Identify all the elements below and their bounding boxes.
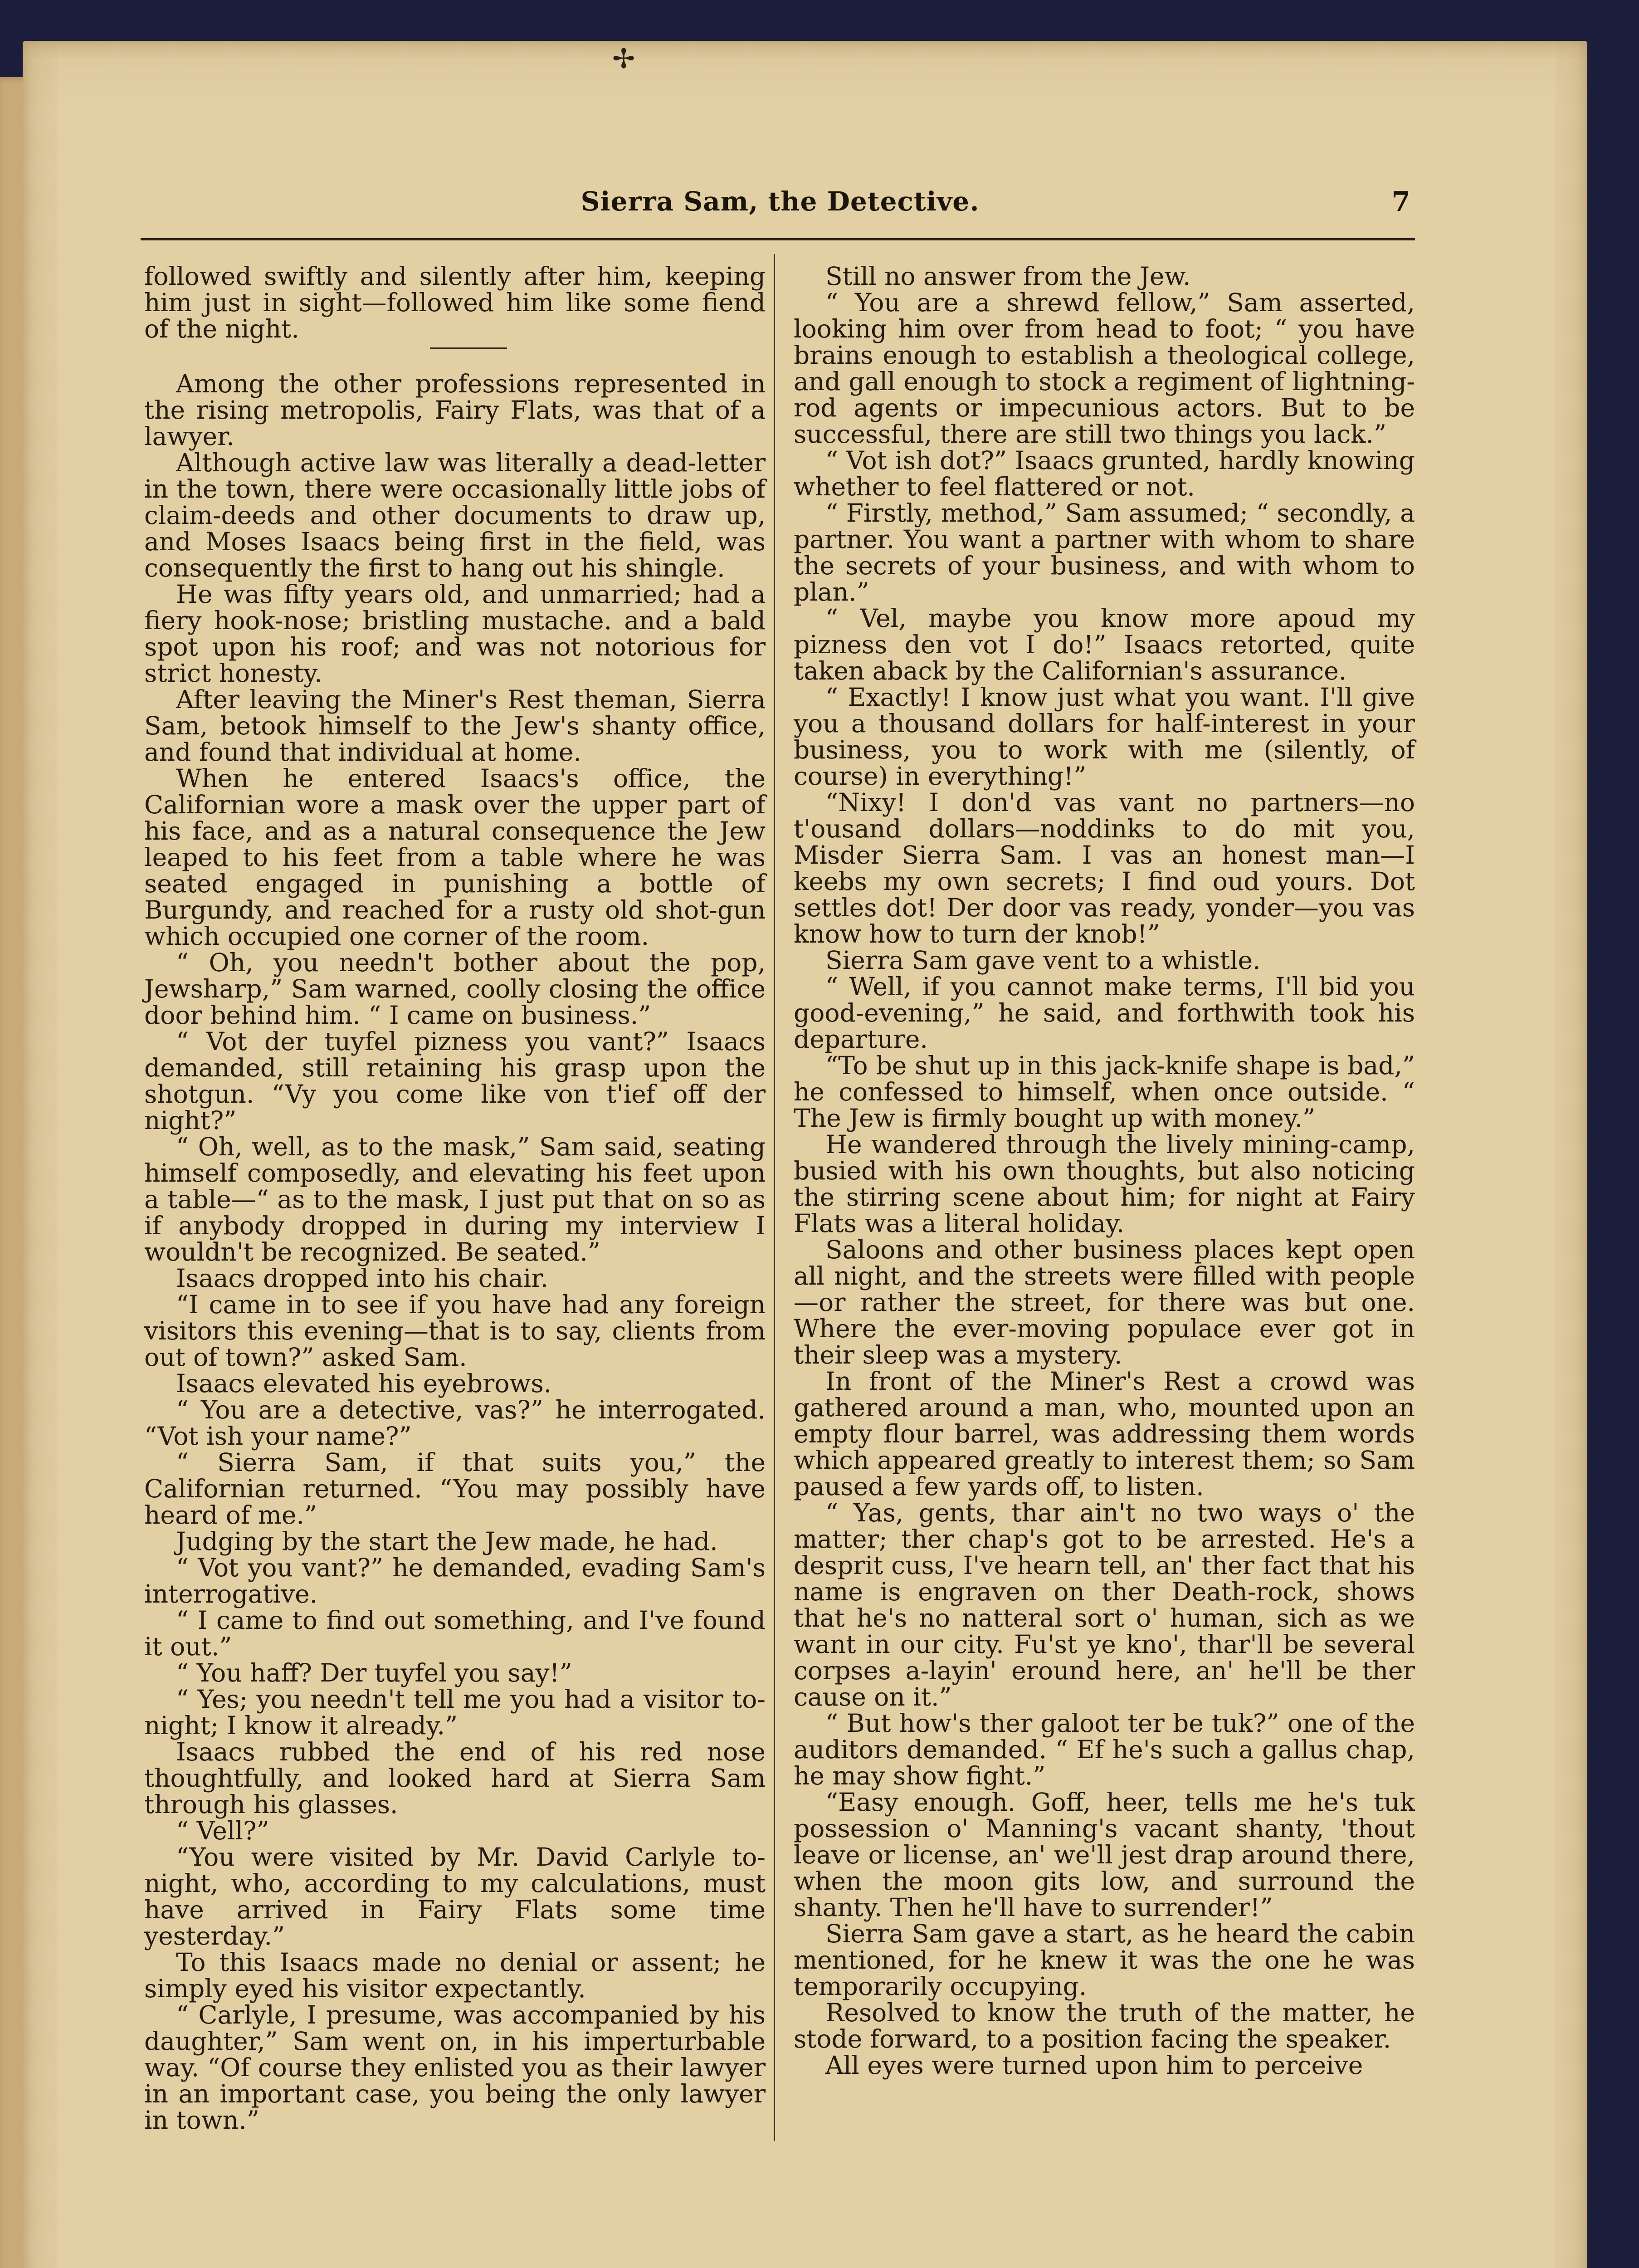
paragraph: “ You haff? Der tuyfel you say!” bbox=[176, 1658, 572, 1687]
paragraph: Resolved to know the truth of the matter, he stode forward, to a position facing the speaker. bbox=[794, 1998, 1415, 2053]
paragraph: Among the other professions represented in the rising metropolis, Fairy Flats, was that of a lawyer. bbox=[144, 369, 766, 451]
paragraph: “ Oh, you needn't bother about the pop, Jewsharp,” Sam warned, coolly closing the office door behind him. “ I came on business.” bbox=[144, 948, 766, 1030]
paragraph: “ Yas, gents, thar ain't no two ways o' the matter; ther chap's got to be arrested. He's a desprit cuss, I've hearn tell, an' ther fact that his name is engraven on ther Death-rock, shows that he's no natteral sort o' human, sich as we want in our city. Fu'st ye kno', thar'll be several corpses a-layin' eround here, an' he'll be ther cause on it.” bbox=[794, 1498, 1415, 1711]
paragraph: Still no answer from the Jew. bbox=[825, 262, 1191, 291]
paragraph: “You were visited by Mr. David Carlyle to-night, who, according to my calculations, must have arrived in Fairy Flats some time yesterday.” bbox=[144, 1843, 766, 1950]
paragraph: “ Vel, maybe you know more apoud my pizness den vot I do!” Isaacs retorted, quite taken aback by the Californian's assurance. bbox=[794, 604, 1415, 685]
paragraph: “ You are a shrewd fellow,” Sam asserted, looking him over from head to foot; “ you have brains enough to establish a theological college, and gall enough to stock a regiment of lightning-rod agents or impecunious actors. But to be successful, there are still two things you lack.” bbox=[794, 288, 1415, 449]
paragraph: “ Sierra Sam, if that suits you,” the Californian returned. “You may possibly have heard of me.” bbox=[144, 1448, 766, 1530]
column-divider bbox=[774, 254, 775, 2141]
paragraph: “Easy enough. Goff, heer, tells me he's tuk possession o' Manning's vacant shanty, 'thout leave or license, an' we'll jest drap around there, when the moon gits low, and surround the shanty. Then he'll have to surrender!” bbox=[794, 1788, 1415, 1922]
paragraph: Sierra Sam gave a start, as he heard the cabin mentioned, for he knew it was the one he was temporarily occupying. bbox=[794, 1919, 1415, 2001]
paragraph: Isaacs elevated his eyebrows. bbox=[176, 1369, 552, 1398]
paragraph: “ Well, if you cannot make terms, I'll bid you good-evening,” he said, and forthwith took his departure. bbox=[794, 972, 1415, 1054]
right-column bbox=[794, 263, 1415, 2078]
paragraph: followed swiftly and silently after him, keeping him just in sight—followed him like some fiend of the night. bbox=[144, 262, 766, 343]
paragraph: “ Oh, well, as to the mask,” Sam said, seating himself composedly, and elevating his feet upon a table—“ as to the mask, I just put that on so as if anybody dropped in during my interview I wouldn't be recognized. Be seated.” bbox=[144, 1132, 766, 1266]
section-separator bbox=[430, 347, 507, 349]
paragraph: Sierra Sam gave vent to a whistle. bbox=[825, 946, 1261, 975]
paragraph: Isaacs dropped into his chair. bbox=[176, 1264, 549, 1293]
paragraph: “ Vot der tuyfel pizness you vant?” Isaacs demanded, still retaining his grasp upon the shotgun. “Vy you come like von t'ief off der night?” bbox=[144, 1027, 766, 1135]
paragraph: “I came in to see if you have had any foreign visitors this evening—that is to say, clients from out of town?” asked Sam. bbox=[144, 1290, 766, 1372]
paragraph: “ Exactly! I know just what you want. I'll give you a thousand dollars for half-interest in your business, you to work with me (silently, of course) in everything!” bbox=[794, 683, 1415, 791]
paragraph: To this Isaacs made no denial or assent; he simply eyed his visitor expectantly. bbox=[144, 1948, 766, 2003]
paragraph: He wandered through the lively mining-camp, busied with his own thoughts, but also noticing the stirring scene about him; for night at Fairy Flats was a literal holiday. bbox=[794, 1130, 1415, 1238]
paragraph: “Nixy! I don'd vas vant no partners—no t'ousand dollars—noddinks to do mit you, Misder Sierra Sam. I vas an honest man—I keebs my own secrets; I find oud yours. Dot settles dot! Der door vas ready, yonder—you vas know how to turn der knob!” bbox=[794, 788, 1415, 948]
paragraph: Isaacs rubbed the end of his red nose thoughtfully, and looked hard at Sierra Sam through his glasses. bbox=[144, 1737, 766, 1819]
left-column bbox=[144, 263, 766, 2133]
running-title: Sierra Sam, the Detective. bbox=[580, 186, 980, 217]
paragraph: Saloons and other business places kept open all night, and the streets were filled with people —or rather the street, for there was but one. Where the ever-moving populace ever got in their sleep was a mystery. bbox=[794, 1235, 1415, 1369]
paragraph: “ Carlyle, I presume, was accompanied by his daughter,” Sam went on, in his imperturbable way. “Of course they enlisted you as their lawyer in an important case, you being the only lawyer in town.” bbox=[144, 2000, 766, 2135]
paragraph: “ Vot you vant?” he demanded, evading Sam's interrogative. bbox=[144, 1553, 766, 1608]
paragraph: “ Firstly, method,” Sam assumed; “ secondly, a partner. You want a partner with whom to share the secrets of your business, and with whom to plan.” bbox=[794, 499, 1415, 606]
paragraph: All eyes were turned upon him to perceive bbox=[825, 2051, 1363, 2080]
paragraph: After leaving the Miner's Rest theman, Sierra Sam, betook himself to the Jew's shanty office, and found that individual at home. bbox=[144, 685, 766, 767]
paragraph: When he entered Isaacs's office, the Californian wore a mask over the upper part of his face, and as a natural consequence the Jew leaped to his feet from a table where he was seated engaged in punishing a bottle of Burgundy, and reached for a rusty old shot-gun which occupied one corner of the room. bbox=[144, 764, 766, 951]
header-rule bbox=[141, 238, 1415, 240]
paragraph: “ I came to find out something, and I've found it out.” bbox=[144, 1606, 766, 1661]
paragraph: He was fifty years old, and unmarried; had a fiery hook-nose; bristling mustache. and a bald spot upon his roof; and was not notorious for strict honesty. bbox=[144, 580, 766, 688]
page-number: 7 bbox=[1391, 186, 1410, 218]
paragraph: “ Vot ish dot?” Isaacs grunted, hardly knowing whether to feel flattered or not. bbox=[794, 446, 1415, 501]
paragraph: “ Yes; you needn't tell me you had a visitor to-night; I know it already.” bbox=[144, 1685, 766, 1740]
paragraph: In front of the Miner's Rest a crowd was gathered around a man, who, mounted upon an empty flour barrel, was addressing them words which appeared greatly to interest them; so Sam paused a few yards off, to listen. bbox=[794, 1367, 1415, 1501]
paragraph: Judging by the start the Jew made, he had. bbox=[176, 1527, 718, 1556]
paragraph: “ But how's ther galoot ter be tuk?” one of the auditors demanded. “ Ef he's such a gallus chap, he may show fight.” bbox=[794, 1709, 1415, 1790]
paragraph: “To be shut up in this jack-knife shape is bad,” he confessed to himself, when once outside. “ The Jew is firmly bought up with money.” bbox=[794, 1051, 1415, 1133]
running-header bbox=[145, 181, 1415, 231]
register-mark: ✢ bbox=[612, 43, 635, 75]
paragraph: “ You are a detective, vas?” he interrogated. “Vot ish your name?” bbox=[144, 1395, 766, 1451]
paragraph: “ Vell?” bbox=[176, 1816, 269, 1845]
paragraph: Although active law was literally a dead-letter in the town, there were occasionally little jobs of claim-deeds and other documents to draw up, and Moses Isaacs being first in the field, was consequently the first to hang out his shingle. bbox=[144, 448, 766, 582]
